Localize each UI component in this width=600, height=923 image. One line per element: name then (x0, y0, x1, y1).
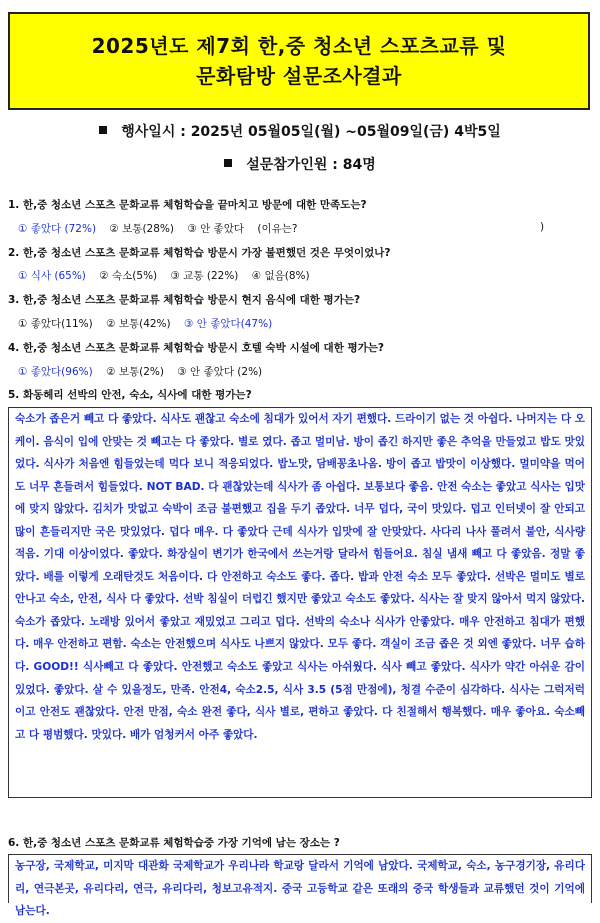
question-5: 5. 화동헤리 선박의 안전, 숙소, 식사에 대한 평가는? (8, 389, 252, 401)
answer-5-text: 숙소가 좁은거 빼고 다 좋았다. 식사도 괜찮고 숙소에 침대가 있어서 자기 편했다. 드라이기 없는 것 아쉽다. 나머지는 다 오케이. 음식이 입에 안맞는 것 빼고는 다 좋았다. 별로 였다. 좁고 멀미남. 방이 좁긴 하지만 좋은 추억을 만들었고 밥도 맛있었다. 식사가 처음엔 힘들었는데 먹다 보니 적응되었다. 밥노맛, 담배꽁초나옴. 방이 좁고 밥맛이 이상했다. 멀미약을 먹어도 너무 흔들려서 힘들었다. NOT BAD. 다 괜찮았는데 식사가 좀 아쉽다. 보통보다 좋음. 안전 숙소는 좋았고 식사는 입맛에 맞지 않았다. 김치가 맛없고 숙박이 조금 불편했고 집을 두기 좁았다. 너무 덥다, 국이 맛있다. 덥고 인터넷이 잘 안되고 많이 흔들리지만 국은 맛있었다. 덥다 매우. 다 좋았다 근데 식사가 입맛에 잘 안맞았다. 사다리 나사 풀려서 불안, 식사량 적음. 기대 이상이었다. 좋았다. 화장실이 변기가 한국에서 쓰는거랑 달라서 힘들어요. 침실 냄새 빼고 다 좋았음. 정말 좋았다. 배를 이렇게 오래탄것도 처음이다. 다 안전하고 숙소도 좋다. 좁다. 밥과 안전 숙소 모두 좋았다. 선박은 멀미도 별로 안나고 숙소, 안전, 식사 다 좋았다. 선박 침실이 더럽긴 했지만 좋았고 숙소도 좋았다. 식사는 잘 맞지 않아서 먹지 않았다. 숙소가 좁았다. 노래방 있어서 좋았고 재밌었고 그리고 덥다. 선박의 숙소나 식사가 안좋았다. 매우 안전하고 침대가 편했다. 매우 안전하고 편함. 숙소는 안전했으며 식사도 나쁘지 않았다. 모두 좋다. 객실이 조금 좁은 것 외엔 좋았다. 너무 습하다. GOOD!! 식사빼고 다 좋았다. 안전했고 숙소도 좋았고 식사는 아쉬웠다. 식사 빼고 좋았다. 식사가 약간 아쉬운 감이 있었다. 좋았다. 살 수 있을정도, 만족. 안전4, 숙소2.5, 식사 3.5 (5점 만점에), 청결 수준이 심각하다. 식사는 그럭저럭이고 안전도 괜찮았다. 안전 만점, 숙소 완전 좋다, 식사 별로, 편하고 좋았다. 다 친절해서 행복했다. 매우 좋아요. 숙소빼고 다 평범했다. 맛있다. 배가 엄청커서 아주 좋았다. (15, 413, 585, 741)
event-date: 행사일시 : 2025년 05월05일(월) ~05월09일(금) 4박5일 (121, 124, 501, 140)
event-date-line (0, 121, 600, 141)
participants-line (0, 154, 600, 174)
q3-option-1: ① 좋았다(11%) (18, 318, 93, 330)
question-3-options (18, 316, 282, 331)
title-line-2: 문화탐방 설문조사결과 (196, 64, 402, 88)
participants: 설문참가인원 : 84명 (246, 157, 376, 173)
square-bullet-icon (99, 126, 107, 134)
q2-option-3: ③ 교통 (22%) (170, 270, 239, 282)
q3-option-3: ③ 안 좋았다(47%) (183, 318, 273, 330)
q2-option-1: ① 식사 (65%) (18, 270, 86, 282)
answer-6-text: 농구장, 국제학교, 미지막 대관화 국제학교가 우리나라 학교랑 달라서 기억에 남았다. 국제학교, 숙소, 농구경기장, 유리다리, 연극본곳, 유리다리, 연극, 유리다리, 청보고유적지. 중국 고등학교 같은 또래의 중국 학생들과 교류했던 것이 기억에 남는다. (15, 860, 585, 918)
question-4: 4. 한,중 청소년 스포츠 문화교류 체험학습 방문시 호텔 숙박 시설에 대한 평가는? (8, 342, 385, 354)
answer-5-box (8, 407, 592, 798)
square-bullet-icon (224, 159, 232, 167)
question-2-options (18, 268, 320, 283)
q2-option-4: ④ 없음(8%) (251, 270, 310, 282)
q1-option-1: ① 좋았다 (72%) (18, 223, 97, 235)
question-2: 2. 한,중 청소년 스포츠 문화교류 체험학습 방문시 가장 불편했던 것은 무엇이었나? (8, 247, 391, 259)
answer-6-box (8, 854, 592, 918)
q1-reason-close: ) (540, 221, 545, 233)
title-line-1: 2025년도 제7회 한,중 청소년 스포츠교류 및 (91, 34, 507, 58)
q4-option-2: ② 보통(2%) (106, 366, 164, 378)
question-1: 1. 한,중 청소년 스포츠 문화교류 체험학습을 끝마치고 방문에 대한 만족도는? (8, 199, 367, 211)
q1-reason-label: (이유는? (257, 223, 298, 235)
q1-option-2: ② 보통(28%) (109, 223, 174, 235)
question-3: 3. 한,중 청소년 스포츠 문화교류 체험학습 방문시 현지 음식에 대한 평가는? (8, 294, 361, 306)
question-6: 6. 한,중 청소년 스포츠 문화교류 체험학습중 가장 기억에 남는 장소는 ? (8, 837, 340, 849)
q4-option-3: ③ 안 좋았다 (2%) (177, 366, 263, 378)
q2-option-2: ② 숙소(5%) (99, 270, 158, 282)
q1-option-3: ③ 안 좋았다 (187, 223, 244, 235)
q3-option-2: ② 보통(42%) (106, 318, 171, 330)
q4-option-1: ① 좋았다(96%) (18, 366, 93, 378)
title-box (8, 12, 590, 110)
question-1-options (18, 221, 307, 236)
question-4-options (18, 364, 272, 379)
